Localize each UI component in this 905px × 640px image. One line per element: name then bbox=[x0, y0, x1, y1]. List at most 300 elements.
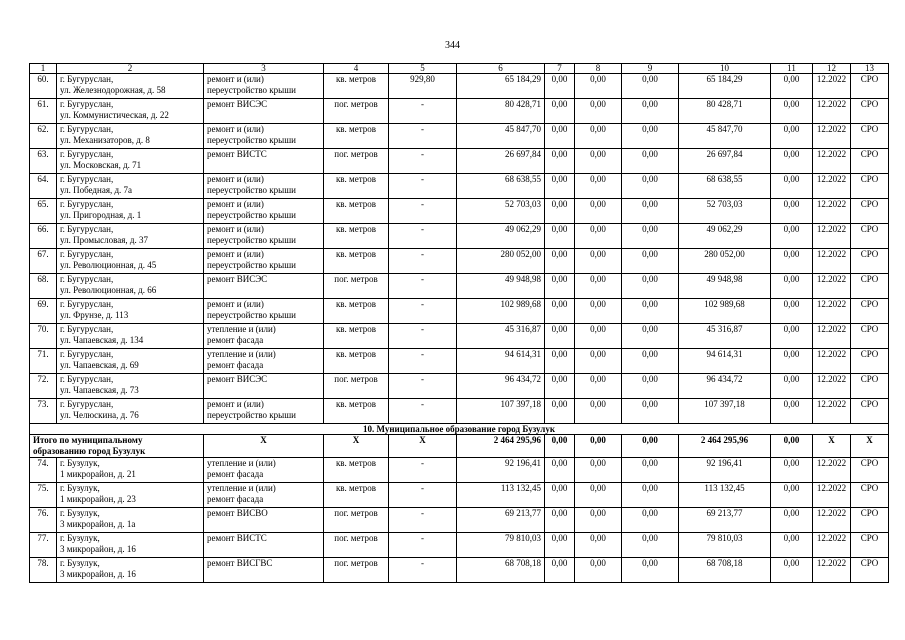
cost-col-7: 0,00 bbox=[545, 349, 575, 374]
completion-date: 12.2022 bbox=[813, 99, 851, 124]
work-type-line-1: утепление и (или) bbox=[207, 349, 276, 359]
cost-col-8: 0,00 bbox=[575, 374, 622, 399]
cost-col-7: 0,00 bbox=[545, 224, 575, 249]
address-line-2: ул. Революционная, д. 45 bbox=[60, 260, 157, 270]
quantity: - bbox=[389, 349, 457, 374]
total-col-10: 2 464 295,96 bbox=[679, 435, 771, 458]
cost-col-11: 0,00 bbox=[771, 458, 813, 483]
cost-col-8: 0,00 bbox=[575, 224, 622, 249]
cost-col-10: 92 196,41 bbox=[679, 458, 771, 483]
unit: пог. метров bbox=[324, 374, 389, 399]
work-type-line-2: переустройство крыши bbox=[207, 210, 296, 220]
cost-col-8: 0,00 bbox=[575, 149, 622, 174]
row-number: 75. bbox=[30, 483, 57, 508]
cost-col-8: 0,00 bbox=[575, 349, 622, 374]
table-row bbox=[30, 274, 889, 299]
row-number: 67. bbox=[30, 249, 57, 274]
work-type bbox=[204, 558, 324, 583]
unit: пог. метров bbox=[324, 274, 389, 299]
row-number: 60. bbox=[30, 74, 57, 99]
work-type-line-1: ремонт и (или) bbox=[207, 174, 264, 184]
cost-col-10: 69 213,77 bbox=[679, 508, 771, 533]
cost-col-9: 0,00 bbox=[622, 274, 679, 299]
address-line-2: ул. Челюскина, д. 76 bbox=[60, 410, 139, 420]
row-number: 68. bbox=[30, 274, 57, 299]
work-type-line-1: ремонт ВИСВО bbox=[207, 508, 268, 518]
total-col-4: X bbox=[324, 435, 389, 458]
quantity: - bbox=[389, 224, 457, 249]
method: СРО bbox=[851, 99, 889, 124]
column-number-header: 4 bbox=[324, 64, 389, 74]
cost-col-10: 80 428,71 bbox=[679, 99, 771, 124]
section-title: 10. Муниципальное образование город Бузулук bbox=[30, 424, 889, 435]
address-line-2: ул. Чапаевская, д. 134 bbox=[60, 335, 144, 345]
address bbox=[57, 74, 204, 99]
address-line-1: г. Бугуруслан, bbox=[60, 274, 114, 284]
address-line-1: г. Бугуруслан, bbox=[60, 224, 114, 234]
total-cost: 280 052,00 bbox=[457, 249, 545, 274]
completion-date: 12.2022 bbox=[813, 374, 851, 399]
completion-date: 12.2022 bbox=[813, 224, 851, 249]
work-type bbox=[204, 508, 324, 533]
cost-col-7: 0,00 bbox=[545, 508, 575, 533]
unit: пог. метров bbox=[324, 99, 389, 124]
address-line-1: г. Бугуруслан, bbox=[60, 124, 114, 134]
cost-col-7: 0,00 bbox=[545, 124, 575, 149]
table-row bbox=[30, 124, 889, 149]
row-number: 66. bbox=[30, 224, 57, 249]
cost-col-11: 0,00 bbox=[771, 374, 813, 399]
address bbox=[57, 124, 204, 149]
column-number-header: 13 bbox=[851, 64, 889, 74]
address-line-1: г. Бугуруслан, bbox=[60, 199, 114, 209]
total-cost: 2 464 295,96 bbox=[457, 435, 545, 458]
unit: кв. метров bbox=[324, 124, 389, 149]
cost-col-8: 0,00 bbox=[575, 99, 622, 124]
work-type-line-1: утепление и (или) bbox=[207, 324, 276, 334]
unit: кв. метров bbox=[324, 458, 389, 483]
cost-col-9: 0,00 bbox=[622, 99, 679, 124]
total-cost: 96 434,72 bbox=[457, 374, 545, 399]
total-cost: 107 397,18 bbox=[457, 399, 545, 424]
cost-col-11: 0,00 bbox=[771, 299, 813, 324]
unit: пог. метров bbox=[324, 149, 389, 174]
method: СРО bbox=[851, 299, 889, 324]
work-type-line-2: ремонт фасада bbox=[207, 494, 264, 504]
work-type-line-1: ремонт ВИСЭС bbox=[207, 374, 268, 384]
row-number: 65. bbox=[30, 199, 57, 224]
cost-col-11: 0,00 bbox=[771, 274, 813, 299]
cost-col-11: 0,00 bbox=[771, 74, 813, 99]
total-label bbox=[30, 435, 204, 458]
cost-col-8: 0,00 bbox=[575, 74, 622, 99]
quantity: - bbox=[389, 458, 457, 483]
completion-date: 12.2022 bbox=[813, 458, 851, 483]
work-type bbox=[204, 274, 324, 299]
row-number: 74. bbox=[30, 458, 57, 483]
total-cost: 68 638,55 bbox=[457, 174, 545, 199]
work-type-line-1: ремонт ВИСТС bbox=[207, 533, 267, 543]
cost-col-11: 0,00 bbox=[771, 349, 813, 374]
cost-col-8: 0,00 bbox=[575, 458, 622, 483]
table-row bbox=[30, 74, 889, 99]
method: СРО bbox=[851, 458, 889, 483]
cost-col-10: 79 810,03 bbox=[679, 533, 771, 558]
method: СРО bbox=[851, 533, 889, 558]
table-row bbox=[30, 99, 889, 124]
address bbox=[57, 174, 204, 199]
cost-col-7: 0,00 bbox=[545, 483, 575, 508]
cost-col-7: 0,00 bbox=[545, 299, 575, 324]
address bbox=[57, 458, 204, 483]
cost-col-7: 0,00 bbox=[545, 458, 575, 483]
cost-col-10: 68 708,18 bbox=[679, 558, 771, 583]
cost-col-10: 65 184,29 bbox=[679, 74, 771, 99]
address-line-2: ул. Революционная, д. 66 bbox=[60, 285, 157, 295]
column-number-header: 3 bbox=[204, 64, 324, 74]
row-number: 69. bbox=[30, 299, 57, 324]
work-type-line-1: ремонт ВИСЭС bbox=[207, 99, 268, 109]
work-type-line-2: ремонт фасада bbox=[207, 335, 264, 345]
unit: кв. метров bbox=[324, 199, 389, 224]
cost-col-8: 0,00 bbox=[575, 199, 622, 224]
cost-col-8: 0,00 bbox=[575, 299, 622, 324]
address-line-2: 1 микрорайон, д. 23 bbox=[60, 494, 136, 504]
address-line-1: г. Бугуруслан, bbox=[60, 349, 114, 359]
row-number: 71. bbox=[30, 349, 57, 374]
completion-date: 12.2022 bbox=[813, 249, 851, 274]
work-type bbox=[204, 174, 324, 199]
cost-col-8: 0,00 bbox=[575, 558, 622, 583]
completion-date: 12.2022 bbox=[813, 74, 851, 99]
total-cost: 49 062,29 bbox=[457, 224, 545, 249]
work-type bbox=[204, 149, 324, 174]
column-number-header: 2 bbox=[57, 64, 204, 74]
work-type bbox=[204, 374, 324, 399]
table-row bbox=[30, 374, 889, 399]
work-type bbox=[204, 458, 324, 483]
address-line-2: ул. Победная, д. 7а bbox=[60, 185, 133, 195]
address bbox=[57, 149, 204, 174]
cost-col-8: 0,00 bbox=[575, 324, 622, 349]
work-type-line-2: переустройство крыши bbox=[207, 260, 296, 270]
work-type-line-1: ремонт и (или) bbox=[207, 399, 264, 409]
address bbox=[57, 199, 204, 224]
work-type-line-1: ремонт ВИСТС bbox=[207, 149, 267, 159]
work-type-line-1: ремонт и (или) bbox=[207, 74, 264, 84]
unit: кв. метров bbox=[324, 399, 389, 424]
cost-col-10: 96 434,72 bbox=[679, 374, 771, 399]
work-type-line-2: ремонт фасада bbox=[207, 469, 264, 479]
quantity: - bbox=[389, 249, 457, 274]
total-cost: 52 703,03 bbox=[457, 199, 545, 224]
quantity: - bbox=[389, 124, 457, 149]
address-line-1: г. Бугуруслан, bbox=[60, 374, 114, 384]
cost-col-11: 0,00 bbox=[771, 124, 813, 149]
work-type-line-1: утепление и (или) bbox=[207, 483, 276, 493]
total-col-12: X bbox=[813, 435, 851, 458]
cost-col-10: 45 316,87 bbox=[679, 324, 771, 349]
address bbox=[57, 299, 204, 324]
address-line-2: 3 микрорайон, д. 16 bbox=[60, 544, 136, 554]
address bbox=[57, 99, 204, 124]
method: СРО bbox=[851, 374, 889, 399]
cost-col-11: 0,00 bbox=[771, 249, 813, 274]
cost-col-11: 0,00 bbox=[771, 533, 813, 558]
row-number: 72. bbox=[30, 374, 57, 399]
unit: пог. метров bbox=[324, 508, 389, 533]
work-type-line-1: ремонт и (или) bbox=[207, 199, 264, 209]
work-type-line-1: ремонт ВИСГВС bbox=[207, 558, 273, 568]
completion-date: 12.2022 bbox=[813, 299, 851, 324]
cost-col-7: 0,00 bbox=[545, 249, 575, 274]
address-line-2: ул. Механизаторов, д. 8 bbox=[60, 135, 150, 145]
cost-col-10: 102 989,68 bbox=[679, 299, 771, 324]
completion-date: 12.2022 bbox=[813, 199, 851, 224]
cost-col-11: 0,00 bbox=[771, 199, 813, 224]
table-row bbox=[30, 174, 889, 199]
work-type-line-2: переустройство крыши bbox=[207, 235, 296, 245]
row-number: 78. bbox=[30, 558, 57, 583]
work-type bbox=[204, 399, 324, 424]
cost-col-8: 0,00 bbox=[575, 399, 622, 424]
quantity: - bbox=[389, 558, 457, 583]
total-col-8: 0,00 bbox=[575, 435, 622, 458]
total-cost: 102 989,68 bbox=[457, 299, 545, 324]
table-row bbox=[30, 224, 889, 249]
address bbox=[57, 533, 204, 558]
address-line-1: г. Бугуруслан, bbox=[60, 99, 114, 109]
address-line-1: г. Бугуруслан, bbox=[60, 74, 114, 84]
cost-col-11: 0,00 bbox=[771, 558, 813, 583]
address-line-2: ул. Промысловая, д. 37 bbox=[60, 235, 148, 245]
address bbox=[57, 508, 204, 533]
cost-col-9: 0,00 bbox=[622, 174, 679, 199]
cost-col-9: 0,00 bbox=[622, 399, 679, 424]
work-type-line-2: ремонт фасада bbox=[207, 360, 264, 370]
address bbox=[57, 399, 204, 424]
completion-date: 12.2022 bbox=[813, 483, 851, 508]
work-type bbox=[204, 324, 324, 349]
cost-col-11: 0,00 bbox=[771, 174, 813, 199]
address-line-1: г. Бугуруслан, bbox=[60, 174, 114, 184]
method: СРО bbox=[851, 224, 889, 249]
work-type-line-2: переустройство крыши bbox=[207, 135, 296, 145]
address-line-2: ул. Чапаевская, д. 73 bbox=[60, 385, 139, 395]
total-label-line-1: Итого по муниципальному bbox=[33, 435, 143, 445]
address-line-2: ул. Московская, д. 71 bbox=[60, 160, 142, 170]
completion-date: 12.2022 bbox=[813, 508, 851, 533]
cost-col-8: 0,00 bbox=[575, 533, 622, 558]
cost-col-8: 0,00 bbox=[575, 508, 622, 533]
quantity: - bbox=[389, 399, 457, 424]
cost-col-7: 0,00 bbox=[545, 533, 575, 558]
cost-col-7: 0,00 bbox=[545, 324, 575, 349]
address bbox=[57, 324, 204, 349]
page-number: 344 bbox=[445, 40, 460, 51]
work-type-line-2: переустройство крыши bbox=[207, 310, 296, 320]
column-number-header: 1 bbox=[30, 64, 57, 74]
unit: кв. метров bbox=[324, 74, 389, 99]
cost-col-9: 0,00 bbox=[622, 374, 679, 399]
work-type bbox=[204, 533, 324, 558]
cost-col-7: 0,00 bbox=[545, 74, 575, 99]
work-type-line-1: утепление и (или) bbox=[207, 458, 276, 468]
method: СРО bbox=[851, 558, 889, 583]
completion-date: 12.2022 bbox=[813, 558, 851, 583]
address bbox=[57, 483, 204, 508]
total-cost: 113 132,45 bbox=[457, 483, 545, 508]
cost-col-9: 0,00 bbox=[622, 458, 679, 483]
completion-date: 12.2022 bbox=[813, 533, 851, 558]
cost-col-10: 280 052,00 bbox=[679, 249, 771, 274]
cost-col-10: 52 703,03 bbox=[679, 199, 771, 224]
total-cost: 45 316,87 bbox=[457, 324, 545, 349]
total-col-3: X bbox=[204, 435, 324, 458]
cost-col-7: 0,00 bbox=[545, 199, 575, 224]
total-cost: 26 697,84 bbox=[457, 149, 545, 174]
column-number-row bbox=[30, 64, 889, 74]
cost-col-11: 0,00 bbox=[771, 224, 813, 249]
cost-col-11: 0,00 bbox=[771, 99, 813, 124]
address bbox=[57, 274, 204, 299]
method: СРО bbox=[851, 399, 889, 424]
method: СРО bbox=[851, 349, 889, 374]
table-row bbox=[30, 199, 889, 224]
unit: кв. метров bbox=[324, 174, 389, 199]
total-cost: 49 948,98 bbox=[457, 274, 545, 299]
unit: кв. метров bbox=[324, 324, 389, 349]
work-type bbox=[204, 224, 324, 249]
unit: кв. метров bbox=[324, 224, 389, 249]
cost-col-11: 0,00 bbox=[771, 149, 813, 174]
total-row bbox=[30, 435, 889, 458]
column-number-header: 7 bbox=[545, 64, 575, 74]
completion-date: 12.2022 bbox=[813, 399, 851, 424]
cost-col-7: 0,00 bbox=[545, 99, 575, 124]
total-cost: 69 213,77 bbox=[457, 508, 545, 533]
work-type bbox=[204, 249, 324, 274]
quantity: - bbox=[389, 324, 457, 349]
column-number-header: 10 bbox=[679, 64, 771, 74]
address-line-1: г. Бузулук, bbox=[60, 558, 100, 568]
quantity: - bbox=[389, 374, 457, 399]
address-line-1: г. Бугуруслан, bbox=[60, 249, 114, 259]
work-type-line-1: ремонт и (или) bbox=[207, 299, 264, 309]
method: СРО bbox=[851, 274, 889, 299]
cost-col-7: 0,00 bbox=[545, 399, 575, 424]
method: СРО bbox=[851, 249, 889, 274]
quantity: - bbox=[389, 99, 457, 124]
table-row bbox=[30, 299, 889, 324]
column-number-header: 11 bbox=[771, 64, 813, 74]
quantity: - bbox=[389, 299, 457, 324]
cost-col-10: 49 062,29 bbox=[679, 224, 771, 249]
address-line-2: ул. Пригородная, д. 1 bbox=[60, 210, 142, 220]
table-row bbox=[30, 324, 889, 349]
table-row bbox=[30, 483, 889, 508]
table-row bbox=[30, 399, 889, 424]
work-type bbox=[204, 124, 324, 149]
cost-col-7: 0,00 bbox=[545, 374, 575, 399]
address-line-2: ул. Чапаевская, д. 69 bbox=[60, 360, 139, 370]
method: СРО bbox=[851, 483, 889, 508]
address bbox=[57, 349, 204, 374]
cost-col-9: 0,00 bbox=[622, 249, 679, 274]
work-type-line-2: переустройство крыши bbox=[207, 410, 296, 420]
column-number-header: 5 bbox=[389, 64, 457, 74]
row-number: 63. bbox=[30, 149, 57, 174]
row-number: 70. bbox=[30, 324, 57, 349]
quantity: - bbox=[389, 483, 457, 508]
address-line-2: 3 микрорайон, д. 1а bbox=[60, 519, 136, 529]
cost-col-9: 0,00 bbox=[622, 199, 679, 224]
total-cost: 92 196,41 bbox=[457, 458, 545, 483]
unit: кв. метров bbox=[324, 249, 389, 274]
cost-col-9: 0,00 bbox=[622, 533, 679, 558]
method: СРО bbox=[851, 199, 889, 224]
address-line-1: г. Бузулук, bbox=[60, 458, 100, 468]
table-row bbox=[30, 458, 889, 483]
work-type-line-1: ремонт и (или) bbox=[207, 224, 264, 234]
row-number: 62. bbox=[30, 124, 57, 149]
completion-date: 12.2022 bbox=[813, 149, 851, 174]
address-line-1: г. Бузулук, bbox=[60, 483, 100, 493]
section-title-row bbox=[30, 424, 889, 435]
completion-date: 12.2022 bbox=[813, 274, 851, 299]
completion-date: 12.2022 bbox=[813, 124, 851, 149]
cost-col-8: 0,00 bbox=[575, 174, 622, 199]
cost-col-9: 0,00 bbox=[622, 324, 679, 349]
row-number: 61. bbox=[30, 99, 57, 124]
unit: кв. метров bbox=[324, 483, 389, 508]
cost-col-10: 45 847,70 bbox=[679, 124, 771, 149]
address-line-2: ул. Фрунзе, д. 113 bbox=[60, 310, 129, 320]
table-row bbox=[30, 149, 889, 174]
column-number-header: 9 bbox=[622, 64, 679, 74]
work-type bbox=[204, 349, 324, 374]
work-type bbox=[204, 99, 324, 124]
column-number-header: 6 bbox=[457, 64, 545, 74]
total-label-line-2: образованию город Бузулук bbox=[33, 446, 146, 456]
completion-date: 12.2022 bbox=[813, 324, 851, 349]
total-col-7: 0,00 bbox=[545, 435, 575, 458]
unit: пог. метров bbox=[324, 533, 389, 558]
quantity: - bbox=[389, 174, 457, 199]
address-line-2: ул. Железнодорожная, д. 58 bbox=[60, 85, 166, 95]
cost-col-9: 0,00 bbox=[622, 349, 679, 374]
row-number: 64. bbox=[30, 174, 57, 199]
table-row bbox=[30, 558, 889, 583]
quantity: - bbox=[389, 274, 457, 299]
work-type bbox=[204, 74, 324, 99]
work-type bbox=[204, 299, 324, 324]
cost-col-11: 0,00 bbox=[771, 483, 813, 508]
work-type-line-1: ремонт и (или) bbox=[207, 249, 264, 259]
quantity: 929,80 bbox=[389, 74, 457, 99]
address-line-1: г. Бузулук, bbox=[60, 508, 100, 518]
table-row bbox=[30, 533, 889, 558]
cost-col-11: 0,00 bbox=[771, 508, 813, 533]
total-col-5: X bbox=[389, 435, 457, 458]
cost-col-9: 0,00 bbox=[622, 558, 679, 583]
cost-col-10: 49 948,98 bbox=[679, 274, 771, 299]
address bbox=[57, 249, 204, 274]
address bbox=[57, 224, 204, 249]
quantity: - bbox=[389, 199, 457, 224]
total-cost: 79 810,03 bbox=[457, 533, 545, 558]
cost-col-9: 0,00 bbox=[622, 149, 679, 174]
